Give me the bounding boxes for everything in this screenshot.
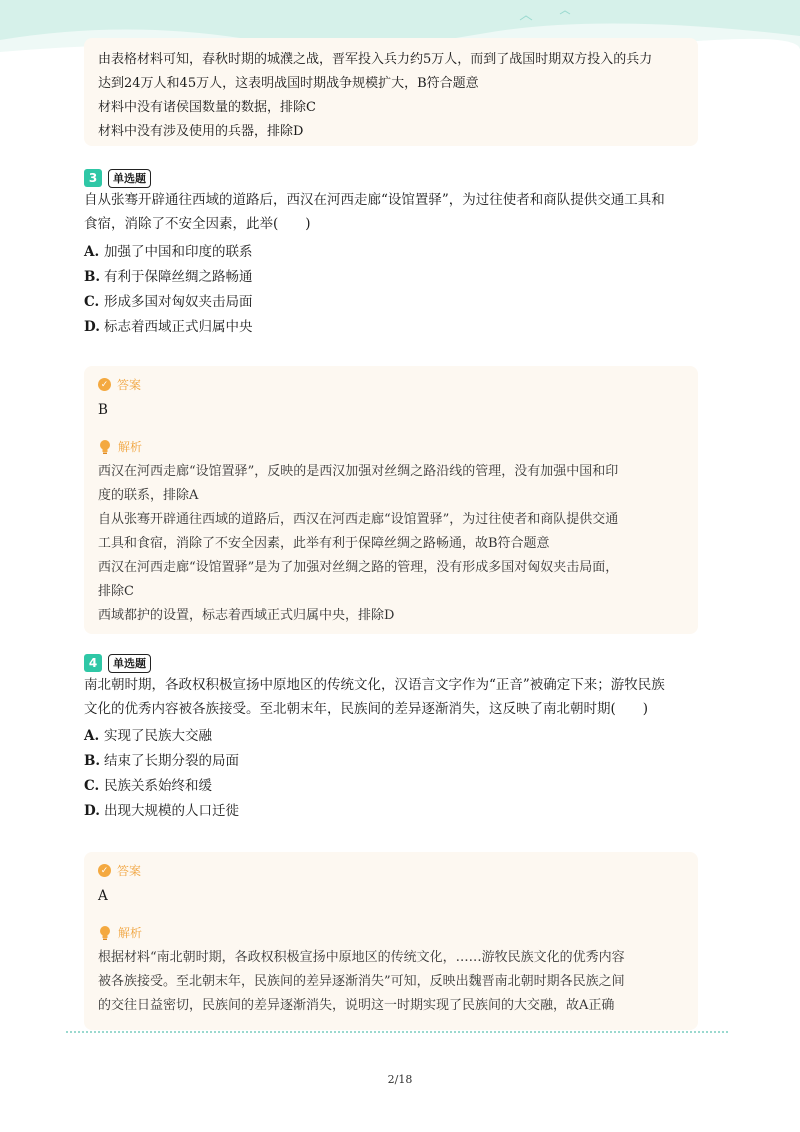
question-3-answer-card [84, 366, 698, 634]
option-text: 标志着西域正式归属中央 [104, 319, 253, 335]
check-icon: ✓ [98, 378, 111, 391]
page-number: 2/18 [387, 1073, 413, 1086]
analysis-line: 工具和食宿，消除了不安全因素，此举有利于保障丝绸之路畅通，故B符合题意 [98, 536, 550, 551]
analysis-line: 的交往日益密切，民族间的差异逐渐消失，说明这一时期实现了民族间的大交融，故A正确 [98, 998, 615, 1013]
option-text: 有利于保障丝绸之路畅通 [104, 269, 253, 285]
analysis-line: 材料中没有涉及使用的兵器，排除D [98, 124, 304, 139]
question-3-options [84, 240, 253, 340]
option-letter: D. [84, 319, 100, 335]
option-letter: D. [84, 803, 100, 819]
analysis-text [98, 460, 618, 628]
analysis-line: 被各族接受。至北朝末年，民族间的差异逐渐消失”可知，反映出魏晋南北朝时期各民族之间 [98, 974, 625, 989]
lightbulb-icon [98, 925, 112, 941]
question-type-tag: 单选题 [108, 654, 151, 673]
option-letter: B. [84, 753, 101, 769]
analysis-line: 自从张骞开辟通往西域的道路后，西汉在河西走廊“设馆置驿”，为过往使者和商队提供交通 [98, 512, 619, 527]
analysis-line: 根据材料“南北朝时期，各政权积极宣扬中原地区的传统文化，……游牧民族文化的优秀内容 [98, 950, 625, 965]
option-d[interactable] [84, 315, 253, 340]
option-letter: B. [84, 269, 101, 285]
option-text: 加强了中国和印度的联系 [104, 244, 253, 260]
stem-line: 自从张骞开辟通往西域的道路后，西汉在河西走廊“设馆置驿”，为过往使者和商队提供交通工具和 [84, 192, 665, 208]
option-a[interactable] [84, 240, 253, 265]
answer-label-row [98, 376, 141, 393]
answer-value: B [98, 402, 108, 418]
stem-line: 文化的优秀内容被各族接受。至北朝末年，民族间的差异逐渐消失，这反映了南北朝时期( ) [84, 701, 649, 717]
analysis-line: 西汉在河西走廊“设馆置驿”，反映的是西汉加强对丝绸之路沿线的管理，没有加强中国和印 [98, 464, 619, 479]
question-type-tag: 单选题 [108, 169, 151, 188]
option-letter: A. [84, 244, 100, 260]
lightbulb-icon [98, 439, 112, 455]
question-3-header [84, 168, 151, 188]
analysis-line: 排除C [98, 584, 134, 599]
check-icon: ✓ [98, 864, 111, 877]
option-c[interactable] [84, 774, 239, 799]
option-text: 形成多国对匈奴夹击局面 [104, 294, 253, 310]
option-text: 结束了长期分裂的局面 [104, 753, 239, 769]
stem-line: 食宿，消除了不安全因素，此举( ) [84, 216, 311, 232]
option-a[interactable] [84, 724, 239, 749]
analysis-label-row [98, 438, 142, 455]
analysis-line: 由表格材料可知，春秋时期的城濮之战，晋军投入兵力约5万人，而到了战国时期双方投入的兵力 [98, 52, 653, 67]
option-text: 实现了民族大交融 [104, 728, 212, 744]
answer-label: 答案 [117, 864, 142, 878]
analysis-label: 解析 [118, 440, 143, 454]
option-text: 民族关系始终和缓 [104, 778, 212, 794]
analysis-label-row [98, 924, 142, 941]
previous-analysis-card [84, 38, 698, 146]
option-b[interactable] [84, 749, 239, 774]
option-letter: C. [84, 778, 100, 794]
page-divider [66, 1031, 728, 1033]
question-3-stem [84, 188, 704, 236]
answer-value: A [98, 888, 108, 904]
analysis-line: 材料中没有诸侯国数量的数据，排除C [98, 100, 316, 115]
question-4-answer-card [84, 852, 698, 1030]
option-d[interactable] [84, 799, 239, 824]
analysis-text [98, 946, 625, 1018]
question-number-badge: 3 [84, 169, 102, 187]
option-text: 出现大规模的人口迁徙 [104, 803, 239, 819]
question-4-options [84, 724, 239, 824]
answer-label: 答案 [117, 378, 142, 392]
question-4-stem [84, 673, 704, 721]
option-c[interactable] [84, 290, 253, 315]
analysis-label: 解析 [118, 926, 143, 940]
answer-label-row [98, 862, 141, 879]
stem-line: 南北朝时期，各政权积极宣扬中原地区的传统文化，汉语言文字作为“正音”被确定下来；游牧民族 [84, 677, 665, 693]
option-b[interactable] [84, 265, 253, 290]
question-4-header [84, 653, 151, 673]
analysis-line: 西汉在河西走廊“设馆置驿”是为了加强对丝绸之路的管理，没有形成多国对匈奴夹击局面， [98, 560, 619, 575]
option-letter: A. [84, 728, 100, 744]
option-letter: C. [84, 294, 100, 310]
analysis-line: 度的联系，排除A [98, 488, 199, 503]
question-number-badge: 4 [84, 654, 102, 672]
analysis-line: 达到24万人和45万人，这表明战国时期战争规模扩大，B符合题意 [98, 76, 479, 91]
analysis-line: 西域都护的设置，标志着西域正式归属中央，排除D [98, 608, 395, 623]
